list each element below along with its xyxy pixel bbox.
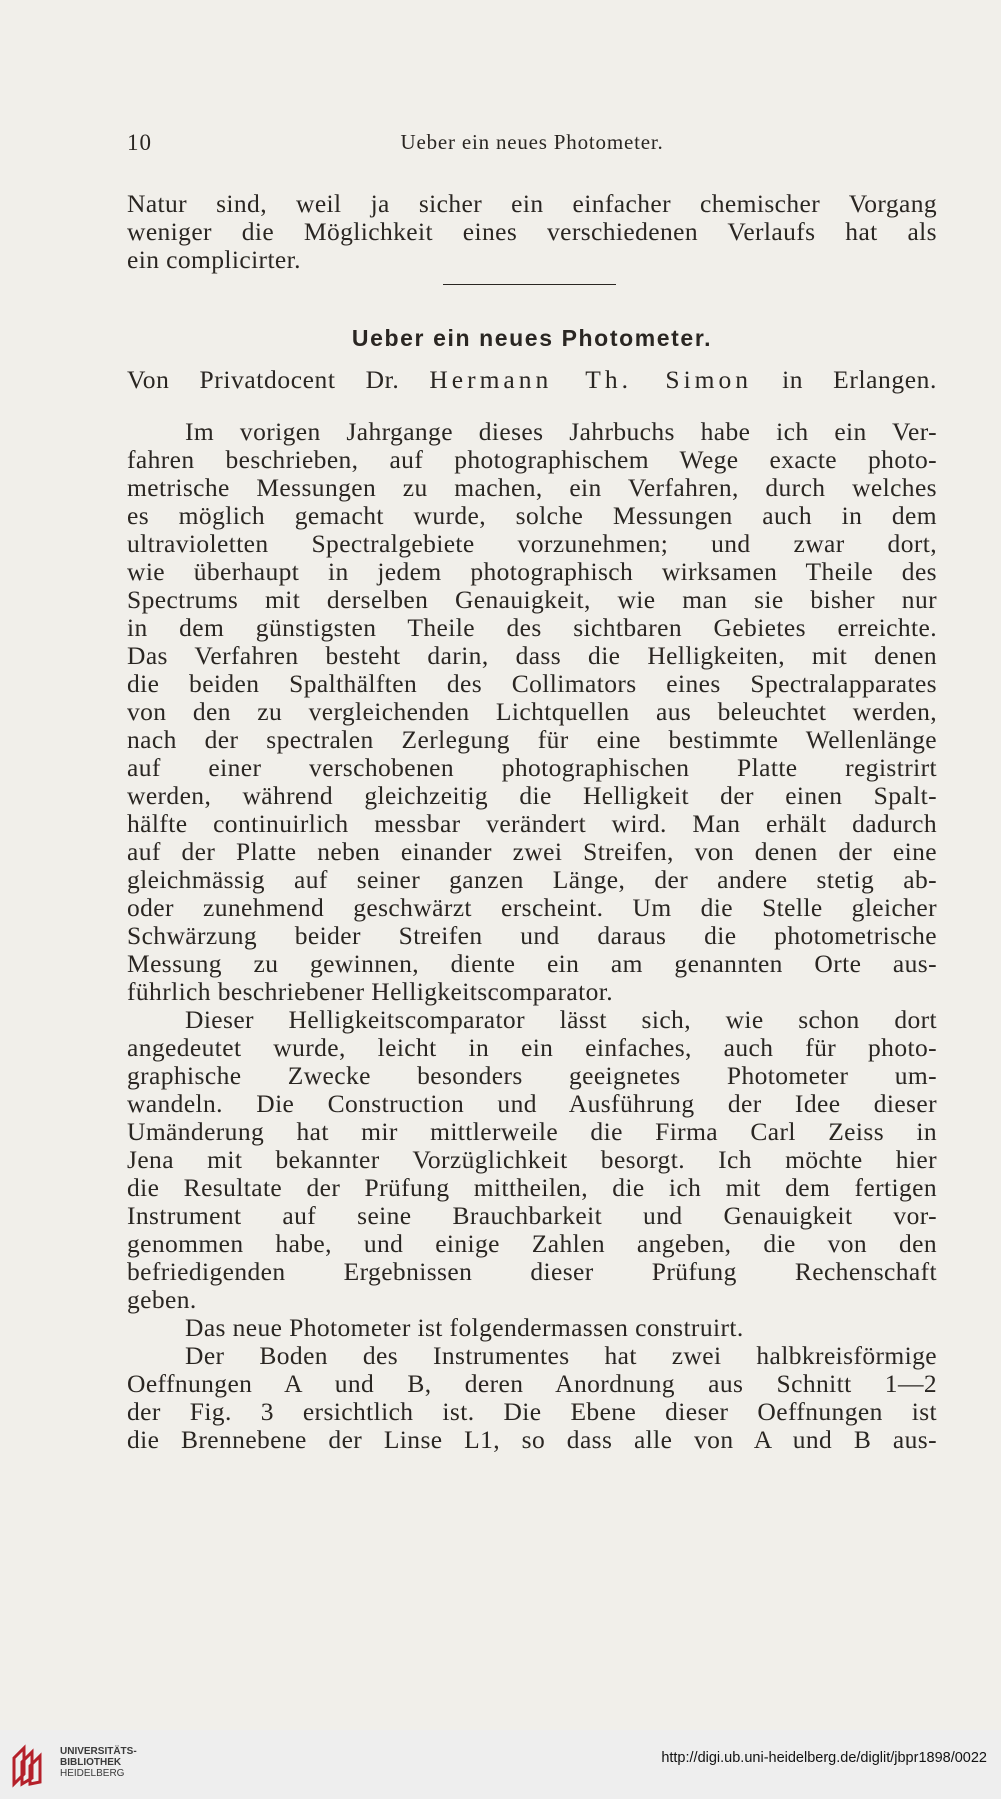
- text-line: Messung zu gewinnen, diente ein am genannten Orte aus-: [127, 949, 937, 978]
- page-header: [127, 130, 937, 160]
- text-line: werden, während gleichzeitig die Helligkeit der einen Spalt-: [127, 781, 937, 810]
- text-line: von den zu vergleichenden Lichtquellen aus beleuchtet werden,: [127, 697, 937, 726]
- source-url-link[interactable]: http://digi.ub.uni-heidelberg.de/diglit/jbpr1898/0022: [661, 1750, 987, 1766]
- text-line: angedeutet wurde, leicht in ein einfaches, auch für photo-: [127, 1033, 937, 1062]
- text-line: hälfte continuirlich messbar verändert wird. Man erhält dadurch: [127, 809, 937, 838]
- library-name-line: HEIDELBERG: [60, 1768, 125, 1779]
- text-line: gleichmässig auf seiner ganzen Länge, der andere stetig ab-: [127, 865, 937, 894]
- byline-suffix: in Erlangen.: [782, 365, 937, 394]
- byline: [127, 365, 937, 395]
- text-line: Das Verfahren besteht darin, dass die Helligkeiten, mit denen: [127, 641, 937, 670]
- text-line: die Brennebene der Linse L1, so dass alle von A und B aus-: [127, 1425, 937, 1454]
- text-line: genommen habe, und einige Zahlen angeben, die von den: [127, 1229, 937, 1258]
- library-name: [60, 1746, 137, 1779]
- author-name: Hermann Th. Simon: [429, 365, 753, 394]
- byline-prefix: Von Privatdocent Dr.: [127, 365, 400, 394]
- section-divider: [443, 284, 616, 285]
- text-line: Schwärzung beider Streifen und daraus die photometrische: [127, 921, 937, 950]
- library-name-line: UNIVERSITÄTS-: [60, 1746, 137, 1757]
- text-line: metrische Messungen zu machen, ein Verfahren, durch welches: [127, 473, 937, 502]
- text-line: führlich beschriebener Helligkeitscomparator.: [127, 977, 614, 1006]
- text-line: Instrument auf seine Brauchbarkeit und Genauigkeit vor-: [127, 1201, 937, 1230]
- text-line: auf der Platte neben einander zwei Streifen, von denen der eine: [127, 837, 937, 866]
- text-line: Spectrums mit derselben Genauigkeit, wie man sie bisher nur: [127, 585, 937, 614]
- text-line: fahren beschrieben, auf photographischem Wege exacte photo-: [127, 445, 937, 474]
- text-line: die beiden Spalthälften des Collimators eines Spectralapparates: [127, 669, 937, 698]
- text-line: Dieser Helligkeitscomparator lässt sich, wie schon dort: [185, 1005, 937, 1034]
- text-line: graphische Zwecke besonders geeignetes Photometer um-: [127, 1061, 937, 1090]
- article-title: Ueber ein neues Photometer.: [351, 325, 713, 351]
- text-line: wandeln. Die Construction und Ausführung der Idee dieser: [127, 1089, 937, 1118]
- library-logo-icon: [10, 1740, 54, 1788]
- library-name-line: BIBLIOTHEK: [60, 1757, 122, 1768]
- text-line: die Resultate der Prüfung mittheilen, die ich mit dem fertigen: [127, 1173, 937, 1202]
- text-line: ultravioletten Spectralgebiete vorzunehmen; und zwar dort,: [127, 529, 937, 558]
- text-line: Im vorigen Jahrgange dieses Jahrbuchs habe ich ein Ver-: [185, 417, 937, 446]
- text-line: Der Boden des Instrumentes hat zwei halbkreisförmige: [185, 1341, 937, 1370]
- text-line: nach der spectralen Zerlegung für eine bestimmte Wellenlänge: [127, 725, 937, 754]
- text-line: weniger die Möglichkeit eines verschiedenen Verlaufs hat als: [127, 217, 937, 246]
- text-line: Natur sind, weil ja sicher ein einfacher chemischer Vorgang: [127, 189, 937, 218]
- text-line: oder zunehmend geschwärzt erscheint. Um die Stelle gleicher: [127, 893, 937, 922]
- text-line: in dem günstigsten Theile des sichtbaren Gebietes erreichte.: [127, 613, 937, 642]
- text-line: auf einer verschobenen photographischen Platte registrirt: [127, 753, 937, 782]
- text-line: Oeffnungen A und B, deren Anordnung aus Schnitt 1—2: [127, 1369, 937, 1398]
- text-line: wie überhaupt in jedem photographisch wirksamen Theile des: [127, 557, 937, 586]
- text-line: der Fig. 3 ersichtlich ist. Die Ebene dieser Oeffnungen ist: [127, 1397, 937, 1426]
- page-number: 10: [127, 130, 152, 155]
- text-line: es möglich gemacht wurde, solche Messungen auch in dem: [127, 501, 937, 530]
- text-line: ein complicirter.: [127, 245, 301, 274]
- text-line: Umänderung hat mir mittlerweile die Firma Carl Zeiss in: [127, 1117, 937, 1146]
- text-line: Das neue Photometer ist folgendermassen construirt.: [185, 1313, 744, 1342]
- text-line: geben.: [127, 1285, 197, 1314]
- text-line: befriedigenden Ergebnissen dieser Prüfung Rechenschaft: [127, 1257, 937, 1286]
- digitization-footer: [0, 1730, 1001, 1799]
- running-title: Ueber ein neues Photometer.: [400, 130, 664, 154]
- text-line: Jena mit bekannter Vorzüglichkeit besorgt. Ich möchte hier: [127, 1145, 937, 1174]
